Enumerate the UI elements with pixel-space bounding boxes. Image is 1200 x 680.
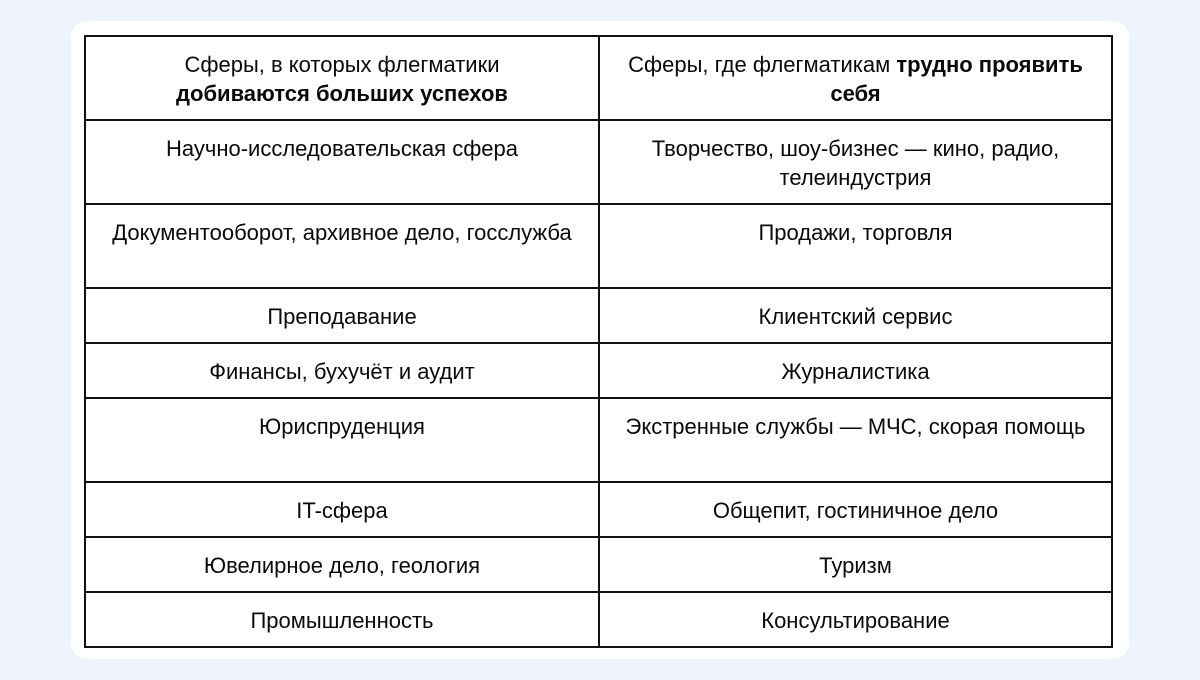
success-sphere-cell: Юриспруденция <box>85 398 599 482</box>
table-row <box>85 537 1112 592</box>
success-sphere-cell: Финансы, бухучёт и аудит <box>85 343 599 398</box>
success-sphere-cell: Промышленность <box>85 592 599 647</box>
spheres-table <box>84 35 1113 648</box>
difficult-sphere-cell: Клиентский сервис <box>599 288 1112 343</box>
difficult-sphere-cell: Консультирование <box>599 592 1112 647</box>
success-sphere-cell: IT-сфера <box>85 482 599 537</box>
success-sphere-cell: Ювелирное дело, геология <box>85 537 599 592</box>
success-sphere-cell: Документооборот, архивное дело, госслужба <box>85 204 599 288</box>
table-header-row <box>85 36 1112 120</box>
table-row <box>85 482 1112 537</box>
success-sphere-cell: Научно-исследовательская сфера <box>85 120 599 204</box>
difficult-sphere-cell: Туризм <box>599 537 1112 592</box>
difficult-sphere-cell: Экстренные службы — МЧС, скорая помощь <box>599 398 1112 482</box>
header-cell-success <box>85 36 599 120</box>
table-row <box>85 343 1112 398</box>
table-row <box>85 204 1112 288</box>
difficult-sphere-cell: Журналистика <box>599 343 1112 398</box>
header-difficult-plain: Сферы, где флегматикам <box>628 52 897 77</box>
header-cell-difficult <box>599 36 1112 120</box>
header-success-plain: Сферы, в которых флегматики <box>184 52 500 77</box>
difficult-sphere-cell: Творчество, шоу-бизнес — кино, радио, телеиндустрия <box>599 120 1112 204</box>
table-row <box>85 592 1112 647</box>
difficult-sphere-cell: Общепит, гостиничное дело <box>599 482 1112 537</box>
table-row <box>85 288 1112 343</box>
table-row <box>85 398 1112 482</box>
difficult-sphere-cell: Продажи, торговля <box>599 204 1112 288</box>
header-success-bold: добиваются больших успехов <box>176 81 508 106</box>
table-row <box>85 120 1112 204</box>
header-difficult-bold: трудно проявить себя <box>830 52 1083 106</box>
success-sphere-cell: Преподавание <box>85 288 599 343</box>
